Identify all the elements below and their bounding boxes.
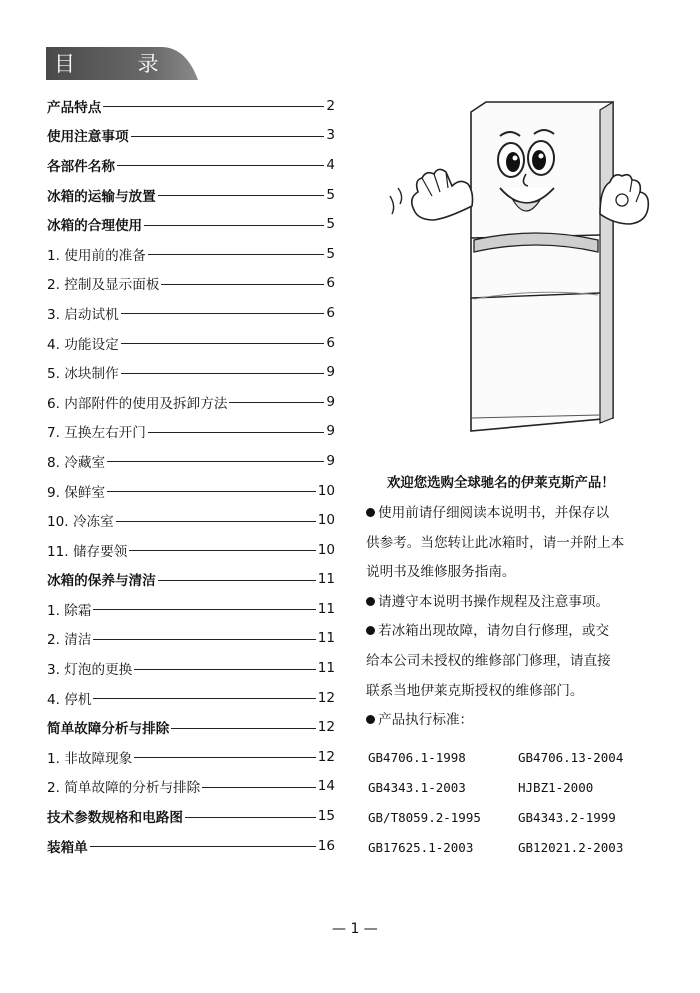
toc-entry-page: 6 [326, 275, 335, 292]
standard-code: HJBZ1-2000 [518, 780, 594, 795]
table-of-contents [47, 91, 335, 860]
toc-entry-label: 3. 启动试机 [47, 306, 119, 323]
toc-entry-page: 3 [326, 127, 335, 144]
toc-entry-label: 2. 简单故障的分析与排除 [47, 780, 201, 797]
usage-note-line [366, 588, 658, 618]
toc-leader-line [185, 817, 316, 818]
usage-note [366, 588, 658, 618]
toc-entry-page: 4 [326, 156, 335, 173]
toc-leader-line [229, 402, 324, 403]
toc-entry-label: 产品特点 [47, 99, 102, 116]
toc-entry-label: 8. 冷藏室 [47, 454, 106, 471]
toc-entry [47, 417, 335, 447]
standards-row [368, 803, 668, 833]
fridge-mascot-illustration [378, 88, 663, 440]
toc-entry [47, 772, 335, 802]
toc-entry-page: 6 [326, 334, 335, 351]
toc-entry [47, 91, 335, 121]
standard-code: GB17625.1-2003 [368, 840, 474, 855]
usage-note-text: 说明书及维修服务指南。 [366, 564, 516, 581]
toc-leader-line [90, 846, 316, 847]
toc-entry [47, 328, 335, 358]
toc-entry-page: 9 [326, 452, 335, 469]
usage-note-text: 联系当地伊莱克斯授权的维修部门。 [366, 682, 584, 699]
toc-entry-label: 10. 冷冻室 [47, 514, 114, 531]
toc-entry-label: 7. 互换左右开门 [47, 425, 146, 442]
standard-code: GB4343.1-2003 [368, 780, 466, 795]
toc-entry-page: 11 [317, 630, 335, 647]
toc-leader-line [129, 550, 315, 551]
toc-leader-line [116, 521, 316, 522]
bullet-icon [366, 715, 375, 724]
toc-entry [47, 565, 335, 595]
toc-entry [47, 801, 335, 831]
usage-note-text: 给本公司未授权的维修部门修理，请直接 [366, 652, 611, 669]
toc-leader-line [148, 254, 324, 255]
toc-entry-label: 6. 内部附件的使用及拆卸方法 [47, 395, 228, 412]
usage-note-text: 供参考。当您转让此冰箱时，请一并附上本 [366, 534, 625, 551]
toc-entry [47, 712, 335, 742]
toc-entry [47, 831, 335, 861]
standards-row [368, 833, 668, 863]
toc-leader-line [103, 106, 324, 107]
toc-leader-line [121, 313, 325, 314]
usage-note-line [366, 529, 658, 559]
standard-code: GB4706.13-2004 [518, 750, 624, 765]
toc-entry-label: 4. 停机 [47, 691, 92, 708]
usage-note-line [366, 617, 658, 647]
toc-entry [47, 387, 335, 417]
toc-entry [47, 535, 335, 565]
usage-note-line [366, 499, 658, 529]
toc-entry [47, 150, 335, 180]
usage-note-line [366, 558, 658, 588]
toc-entry [47, 121, 335, 151]
page-number: — 1 — [332, 921, 378, 937]
toc-entry-label: 技术参数规格和电路图 [47, 810, 183, 827]
standards-row [368, 743, 668, 773]
bullet-icon [366, 626, 375, 635]
usage-note-text: 若冰箱出现故障，请勿自行修理，或交 [378, 623, 610, 640]
toc-entry-page: 10 [317, 482, 335, 499]
toc-entry [47, 683, 335, 713]
toc-entry [47, 624, 335, 654]
toc-entry-label: 9. 保鲜室 [47, 484, 106, 501]
toc-entry [47, 298, 335, 328]
toc-leader-line [107, 491, 316, 492]
toc-entry-page: 16 [317, 837, 335, 854]
toc-entry [47, 505, 335, 535]
toc-entry-page: 11 [317, 571, 335, 588]
toc-entry-page: 9 [326, 423, 335, 440]
standards-heading-text: 产品执行标准： [378, 712, 474, 729]
standard-code: GB4706.1-1998 [368, 750, 466, 765]
toc-entry-label: 冰箱的保养与清洁 [47, 573, 156, 590]
toc-entry-label: 2. 清洁 [47, 632, 92, 649]
usage-note [366, 499, 658, 588]
toc-leader-line [117, 165, 324, 166]
toc-entry [47, 742, 335, 772]
toc-entry-label: 1. 除霜 [47, 602, 92, 619]
usage-note-line [366, 677, 658, 707]
toc-entry-label: 冰箱的合理使用 [47, 218, 143, 235]
toc-leader-line [107, 461, 324, 462]
bullet-icon [366, 508, 375, 517]
usage-note-line [366, 647, 658, 677]
toc-leader-line [93, 639, 315, 640]
toc-leader-line [148, 432, 324, 433]
page-title: 目 录 [54, 52, 187, 76]
usage-note-text: 请遵守本说明书操作规程及注意事项。 [378, 593, 610, 610]
toc-entry-page: 14 [317, 778, 335, 795]
toc-entry-label: 冰箱的运输与放置 [47, 188, 156, 205]
toc-entry [47, 239, 335, 269]
toc-entry-label: 装箱单 [47, 839, 88, 856]
toc-entry-label: 简单故障分析与排除 [47, 721, 170, 738]
toc-entry [47, 446, 335, 476]
toc-leader-line [202, 787, 315, 788]
standards-heading [366, 706, 658, 736]
toc-entry-page: 12 [317, 719, 335, 736]
usage-notes [366, 499, 658, 736]
toc-entry-label: 3. 灯泡的更换 [47, 662, 133, 679]
toc-entry [47, 594, 335, 624]
standard-code: GB/T8059.2-1995 [368, 810, 481, 825]
toc-leader-line [93, 698, 315, 699]
toc-entry [47, 209, 335, 239]
toc-entry-label: 4. 功能设定 [47, 336, 119, 353]
toc-entry [47, 653, 335, 683]
toc-entry-label: 5. 冰块制作 [47, 366, 119, 383]
toc-entry [47, 357, 335, 387]
toc-entry [47, 180, 335, 210]
toc-title-tab [46, 47, 198, 80]
toc-entry [47, 476, 335, 506]
toc-entry-page: 9 [326, 364, 335, 381]
toc-entry-page: 6 [326, 304, 335, 321]
toc-leader-line [121, 373, 325, 374]
standards-row [368, 773, 668, 803]
toc-leader-line [158, 195, 325, 196]
toc-entry-page: 12 [317, 689, 335, 706]
welcome-text: 欢迎您选购全球驰名的伊莱克斯产品！ [387, 476, 615, 491]
toc-entry-page: 11 [317, 600, 335, 617]
toc-entry-page: 5 [326, 186, 335, 203]
toc-entry-page: 12 [317, 748, 335, 765]
toc-leader-line [144, 225, 324, 226]
toc-entry-page: 5 [326, 216, 335, 233]
bullet-icon [366, 597, 375, 606]
toc-leader-line [134, 757, 315, 758]
toc-leader-line [131, 136, 325, 137]
toc-leader-line [121, 343, 325, 344]
usage-note [366, 617, 658, 706]
toc-entry-label: 使用注意事项 [47, 129, 129, 146]
toc-entry-page: 11 [317, 660, 335, 677]
toc-entry-label: 1. 使用前的准备 [47, 247, 146, 264]
toc-entry-page: 9 [326, 393, 335, 410]
toc-entry [47, 269, 335, 299]
usage-note-text: 使用前请仔细阅读本说明书，并保存以 [378, 505, 610, 521]
toc-entry-page: 2 [326, 97, 335, 114]
standard-code: GB4343.2-1999 [518, 810, 616, 825]
toc-entry-label: 1. 非故障现象 [47, 750, 133, 767]
toc-entry-label: 各部件名称 [47, 158, 115, 175]
toc-leader-line [171, 728, 315, 729]
toc-leader-line [93, 609, 315, 610]
toc-leader-line [134, 669, 315, 670]
product-standards-list [368, 743, 668, 863]
toc-leader-line [158, 580, 316, 581]
toc-entry-page: 10 [317, 541, 335, 558]
toc-entry-page: 10 [317, 512, 335, 529]
toc-entry-label: 11. 储存要领 [47, 543, 128, 560]
toc-entry-page: 15 [317, 808, 335, 825]
standard-code: GB12021.2-2003 [518, 840, 624, 855]
toc-leader-line [161, 284, 324, 285]
toc-entry-label: 2. 控制及显示面板 [47, 277, 160, 294]
toc-entry-page: 5 [326, 245, 335, 262]
